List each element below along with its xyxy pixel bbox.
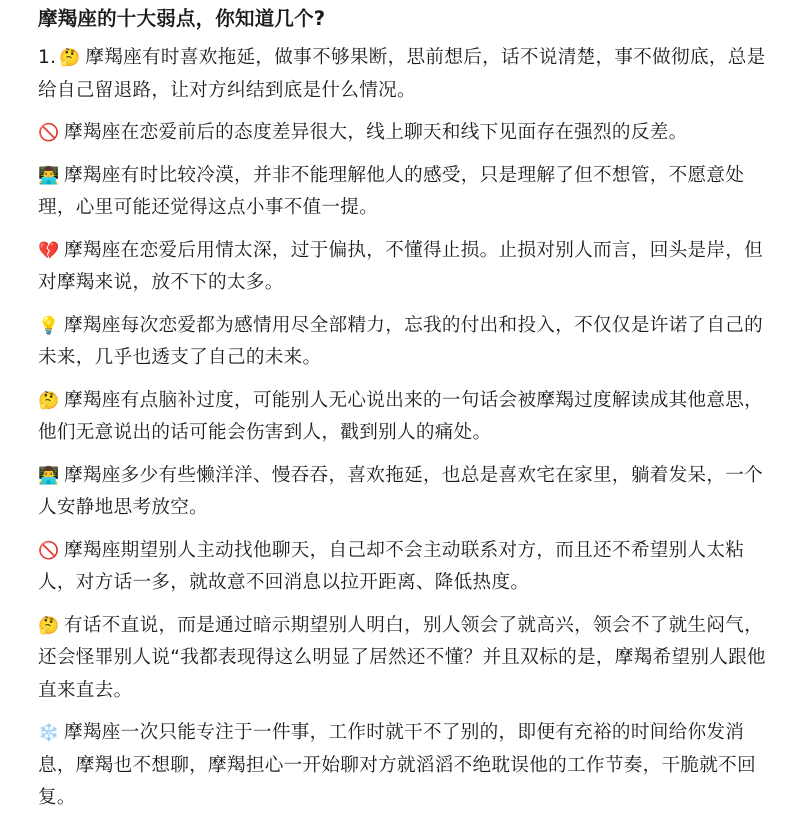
weakness-item — [38, 460, 775, 525]
item-text: 摩羯座一次只能专注于一件事，工作时就干不了别的，即便有充裕的时间给你发消息，摩羯也不想聊，摩羯担心一开始聊对方就滔滔不绝耽误他的工作节奏，干脆就不回复。 — [38, 722, 756, 808]
item-text: 摩羯座多少有些懒洋洋、慢吞吞，喜欢拖延，也总是喜欢宅在家里，躺着发呆，一个人安静地思考放空。 — [38, 464, 764, 518]
prohibited-icon: 🚫 — [38, 123, 60, 143]
technologist-icon: 👨‍💻 — [38, 165, 60, 186]
broken-heart-icon: 💔 — [38, 240, 60, 261]
weakness-list — [38, 42, 775, 815]
light-bulb-icon: 💡 — [38, 315, 60, 336]
item-number: 1. — [38, 47, 57, 68]
weakness-item — [38, 235, 775, 300]
snowflake-icon: ❄️ — [38, 723, 60, 743]
item-text: 摩羯座在恋爱后用情太深，过于偏执，不懂得止损。止损对别人而言，回头是岸，但对摩羯来说，放不下的太多。 — [38, 239, 764, 293]
item-text: 摩羯座每次恋爱都为感情用尽全部精力，忘我的付出和投入，不仅仅是许诺了自己的未来，几乎也透支了自己的未来。 — [38, 314, 764, 368]
weakness-item — [38, 310, 775, 375]
thinking-face-icon: 🤔 — [38, 390, 60, 411]
item-text: 摩羯座有时喜欢拖延，做事不够果断，思前想后，话不说清楚，事不做彻底，总是给自己留退路，让对方纠结到底是什么情况。 — [38, 47, 766, 101]
article-title: 摩羯座的十大弱点，你知道几个? — [38, 7, 326, 30]
item-text: 摩羯座有点脑补过度，可能别人无心说出来的一句话会被摩羯过度解读成其他意思，他们无意说出的话可能会伤害到人，戳到别人的痛处。 — [38, 389, 764, 443]
item-text: 摩羯座期望别人主动找他聊天，自己却不会主动联系对方，而且还不希望别人太粘人，对方话一多，就故意不回消息以拉开距离、降低热度。 — [38, 539, 745, 593]
weakness-item — [38, 610, 775, 708]
prohibited-icon: 🚫 — [38, 540, 60, 561]
technologist-icon: 👨‍💻 — [38, 465, 60, 486]
weakness-item — [38, 160, 775, 225]
thinking-face-icon: 🤔 — [59, 48, 81, 68]
item-text: 摩羯座有时比较冷漠，并非不能理解他人的感受，只是理解了但不想管，不愿意处理，心里可能还觉得这点小事不值一提。 — [38, 164, 745, 218]
weakness-item — [38, 385, 775, 450]
thinking-face-icon: 🤔 — [38, 615, 60, 636]
weakness-item — [38, 535, 775, 600]
weakness-item — [38, 42, 775, 107]
item-text: 摩羯座在恋爱前后的态度差异很大，线上聊天和线下见面存在强烈的反差。 — [64, 122, 688, 143]
weakness-item — [38, 117, 775, 150]
item-text: 有话不直说，而是通过暗示期望别人明白，别人领会了就高兴，领会不了就生闷气，还会怪罪别人说“我都表现得这么明显了居然还不懂？并且双标的是，摩羯希望别人跟他直来直去。 — [38, 614, 766, 701]
